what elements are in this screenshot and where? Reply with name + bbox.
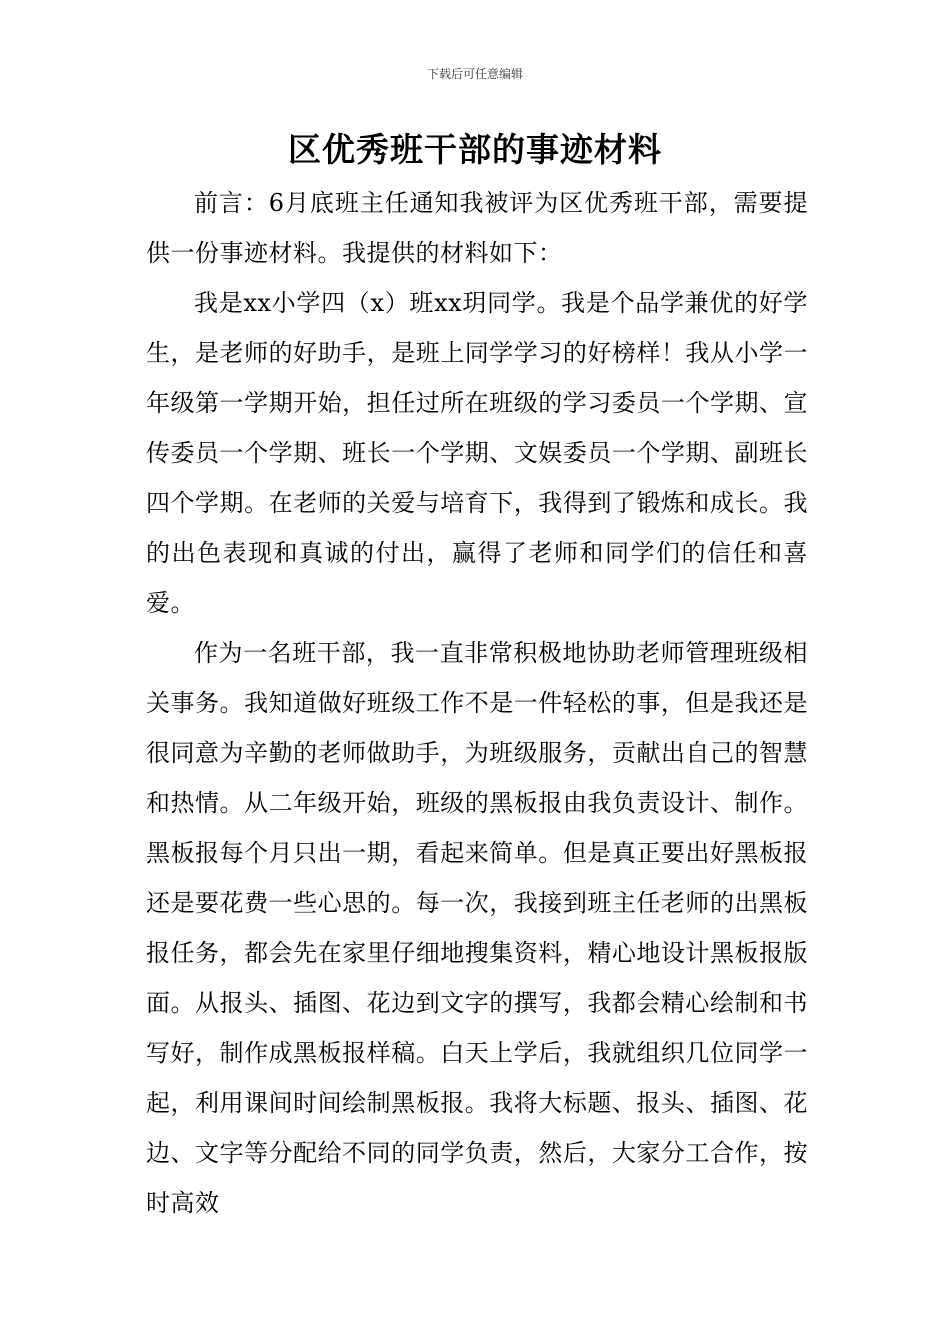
document-body [146, 178, 808, 1228]
paragraph-preface: 前言：6月底班主任通知我被评为区优秀班干部，需要提供一份事迹材料。我提供的材料如下： [146, 189, 808, 267]
paragraph-blackboard-work: 作为一名班干部，我一直非常积极地协助老师管理班级相关事务。我知道做好班级工作不是一件轻松的事，但是我还是很同意为辛勤的老师做助手，为班级服务，贡献出自己的智慧和热情。从二年级开始，班级的黑板报由我负责设计、制作。黑板报每个月只出一期，看起来简单。但是真正要出好黑板报还是要花费一些心思的。每一次，我接到班主任老师的出黑板报任务，都会先在家里仔细地搜集资料，精心地设计黑板报版面。从报头、插图、花边到文字的撰写，我都会精心绘制和书写好，制作成黑板报样稿。白天上学后，我就组织几位同学一起，利用课间时间绘制黑板报。我将大标题、报头、插图、花边、文字等分配给不同的同学负责，然后，大家分工合作，按时高效 [146, 639, 808, 1217]
paragraph-introduction: 我是xx小学四（x）班xx玥同学。我是个品学兼优的好学生，是老师的好助手，是班上同学学习的好榜样！我从小学一年级第一学期开始，担任过所在班级的学习委员一个学期、宣传委员一个学期、班长一个学期、文娱委员一个学期、副班长四个学期。在老师的关爱与培育下，我得到了锻炼和成长。我的出色表现和真诚的付出，赢得了老师和同学们的信任和喜爱。 [146, 289, 808, 617]
header-note: 下载后可任意编辑 [426, 67, 523, 81]
document-title: 区优秀班干部的事迹材料 [288, 130, 662, 169]
